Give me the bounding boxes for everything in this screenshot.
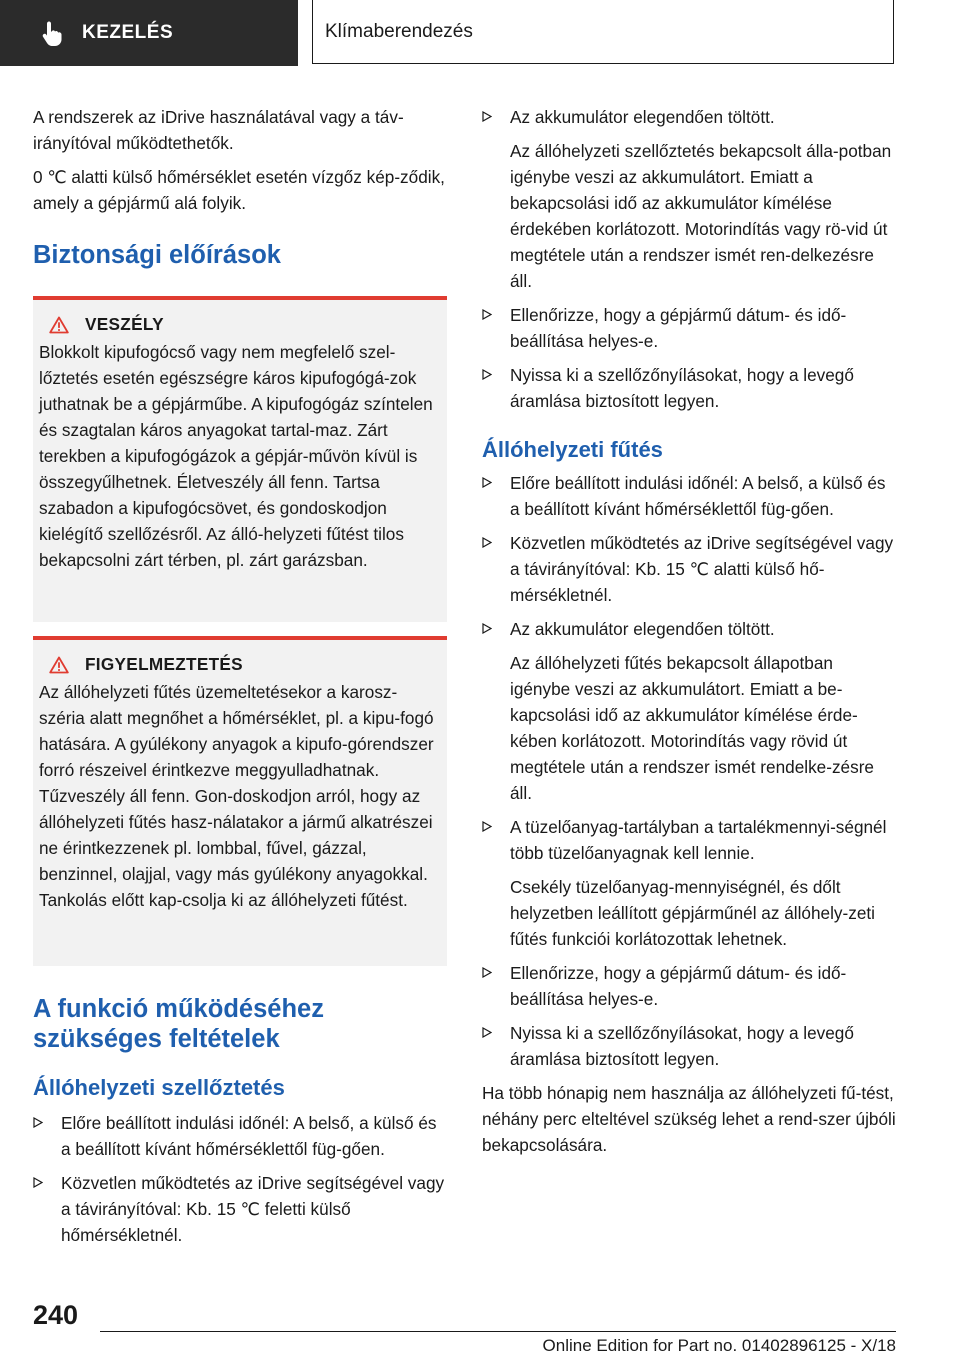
list-item-text: Az akkumulátor elegendően töltött. [510, 619, 775, 639]
bullet-triangle-icon [482, 814, 494, 866]
page-number: 240 [33, 1300, 79, 1330]
bullet-triangle-icon [33, 1110, 45, 1162]
bullet-triangle-icon [482, 1020, 494, 1072]
list-item-text: Közvetlen működtetés az iDrive segítségével vagy a távirányítóval: Kb. 15 ℃ alatti külső hő-mérsékletnél. [510, 533, 894, 605]
warning-header [39, 654, 441, 675]
warning-triangle-icon [49, 656, 69, 674]
warning-box [33, 636, 447, 966]
list-item-text: Előre beállított indulási időnél: A belső, a külső és a beállított kívánt hőmérséklettől füg-gően. [61, 1113, 437, 1159]
danger-title: VESZÉLY [85, 314, 164, 334]
list-item-text: Ellenőrizze, hogy a gépjármű dátum- és idő-beállítása helyes-e. [510, 305, 847, 351]
bullet-triangle-icon [482, 362, 494, 414]
page-header [0, 0, 960, 66]
bullet-triangle-icon [33, 1170, 45, 1248]
list-item [33, 1110, 447, 1162]
list-item [482, 960, 896, 1012]
list-item-text: Közvetlen működtetés az iDrive segítségével vagy a távirányítóval: Kb. 15 ℃ feletti külső hőmérsékletnél. [61, 1173, 445, 1245]
intro-paragraph-1: A rendszerek az iDrive használatával vagy a táv-irányítóval működtethetők. [33, 107, 404, 153]
list-item-note: Csekély tüzelőanyag-mennyiségnél, és dőlt helyzetben leállított gépjárműnél az állóhely-zeti fűtés funkciói korlátozottak lehetnek. [510, 877, 875, 949]
list-item [482, 616, 896, 642]
danger-text: Blokkolt kipufogócső vagy nem megfelelő szel-lőztetés esetén egészségre káros kipufogógá-zok juthatnak be a gépjárműbe. A kipufogógáz színtelen és szagtalan káros anyagokat tartal-maz. Zárt terekben a kipufogógázok a gépjár-művön kívül is összegyűlhetnek. Életveszély áll fenn. Tartsa szabadon a kipufogócsövet, és gondoskodjon kielégítő szellőzésről. Az álló-helyzeti fűtést tilos bekapcsolni zárt térben, pl. zárt garázsban. [39, 342, 433, 570]
section-tab [0, 0, 298, 66]
list-item-text: A tüzelőanyag-tartályban a tartalékmennyi-ségnél több tüzelőanyagnak kell lennie. [510, 817, 887, 863]
list-item-text: Az akkumulátor elegendően töltött. [510, 107, 775, 127]
list-item [482, 302, 896, 354]
left-column [33, 104, 447, 1256]
bullet-triangle-icon [482, 616, 494, 642]
list-item-note: Az állóhelyzeti fűtés bekapcsolt állapotban igénybe veszi az akkumulátort. Emiatt a be-kapcsolási idő az akkumulátor kímélése érde-kében korlátozott. Motorindítás vagy rövid út megtétele után a rendszer ismét rendelke-zésre áll. [510, 653, 874, 803]
footer-divider [100, 1331, 896, 1332]
list-item [482, 362, 896, 414]
list-item-text: Nyissa ki a szellőzőnyílásokat, hogy a levegő áramlása biztosított legyen. [510, 365, 854, 411]
warning-text: Az állóhelyzeti fűtés üzemeltetésekor a karosz-széria alatt megnőhet a hőmérséklet, pl. a kipu-fogó hatására. A gyúlékony anyagok a kipufo-górendszer forró részeivel érintkezve meggyulladhatnak. Tűzveszély áll fenn. Gon-doskodjon arról, hogy az állóhelyzeti fűtés hasz-nálatakor a jármű alkatrészei ne érintkezzenek pl. lombbal, fűvel, gázzal, benzinnel, olajjal, vagy más gyúlékony anyagokkal. Tankolás előtt kap-csolja ki az állóhelyzeti fűtést. [39, 682, 434, 910]
right-column [482, 104, 896, 1166]
list-item-text: Ellenőrizze, hogy a gépjármű dátum- és idő-beállítása helyes-e. [510, 963, 847, 1009]
bullet-triangle-icon [482, 470, 494, 522]
list-item-text: Előre beállított indulási időnél: A belső, a külső és a beállított kívánt hőmérséklettől füg-gően. [510, 473, 886, 519]
chapter-title [312, 0, 894, 64]
list-item [482, 104, 896, 130]
danger-header [39, 314, 441, 335]
bullet-triangle-icon [482, 104, 494, 130]
warning-triangle-icon [49, 316, 69, 334]
list-item [482, 1020, 896, 1072]
heating-heading: Állóhelyzeti fűtés [482, 437, 663, 462]
bullet-triangle-icon [482, 960, 494, 1012]
chapter-label: Klímaberendezés [325, 20, 473, 42]
danger-box [33, 296, 447, 622]
list-item [482, 530, 896, 608]
function-requirements-heading: A funkció működéséhez szükséges feltételek [33, 995, 324, 1053]
footer-edition: Online Edition for Part no. 01402896125 - X/18 [542, 1336, 896, 1355]
bullet-triangle-icon [482, 530, 494, 608]
ventilation-heading: Állóhelyzeti szellőztetés [33, 1075, 285, 1100]
intro-paragraph-2: 0 ℃ alatti külső hőmérséklet esetén vízgőz kép-ződik, amely a gépjármű alá folyik. [33, 167, 445, 213]
list-item [33, 1170, 447, 1248]
hand-pointer-icon [40, 20, 64, 46]
bullet-triangle-icon [482, 302, 494, 354]
closing-paragraph: Ha több hónapig nem használja az állóhelyzeti fű-tést, néhány perc elteltével szükség lehet a rend-szer újbóli bekapcsolására. [482, 1083, 896, 1155]
section-label: KEZELÉS [82, 22, 174, 43]
list-item-text: Nyissa ki a szellőzőnyílásokat, hogy a levegő áramlása biztosított legyen. [510, 1023, 854, 1069]
list-item [482, 814, 896, 866]
warning-title: FIGYELMEZTETÉS [85, 654, 243, 674]
list-item-note: Az állóhelyzeti szellőztetés bekapcsolt álla-potban igénybe veszi az akkumulátort. Emiatt a bekapcsolási idő az akkumulátor kímélése érdekében korlátozott. Motorindítás vagy rö-vid út megtétele után a rendszer ismét ren-delkezésre áll. [510, 141, 892, 291]
safety-heading: Biztonsági előírások [33, 241, 281, 269]
list-item [482, 470, 896, 522]
